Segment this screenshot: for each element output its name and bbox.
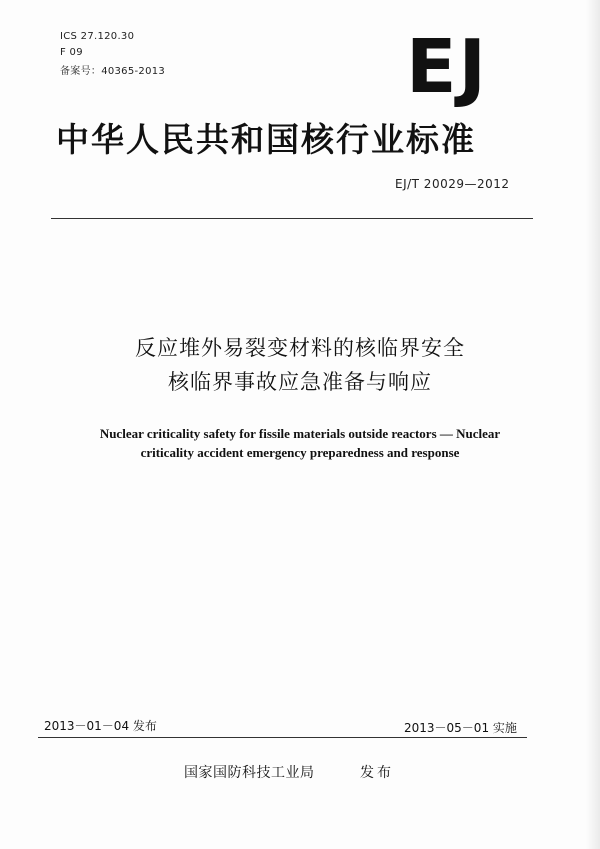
ics-code: ICS 27.120.30 (60, 31, 135, 42)
classification-code: F 09 (60, 47, 83, 58)
standard-number: EJ/T 20029—2012 (395, 177, 510, 191)
top-divider (51, 218, 533, 219)
english-title-line-1: Nuclear criticality safety for fissile materials outside reactors — Nuclear (99, 426, 501, 441)
standard-category-title: 中华人民共和国核行业标准 (56, 120, 476, 159)
ej-logo: EJ (406, 24, 489, 110)
publish-date: 2013－01－04 发布 (44, 719, 157, 733)
english-title-line-2: criticality accident emergency preparedness and response (140, 445, 460, 460)
chinese-title-line-1: 反应堆外易裂变材料的核临界安全 (135, 336, 465, 360)
bottom-divider (38, 737, 527, 738)
scan-edge-shadow (586, 0, 600, 849)
issue-label: 发布 (360, 765, 394, 781)
chinese-title-line-2: 核临界事故应急准备与响应 (168, 370, 432, 394)
issuing-authority: 国家国防科技工业局 (184, 765, 315, 781)
record-number: 备案号：40365-2013 (60, 66, 166, 77)
implement-date: 2013－05－01 实施 (404, 721, 517, 735)
